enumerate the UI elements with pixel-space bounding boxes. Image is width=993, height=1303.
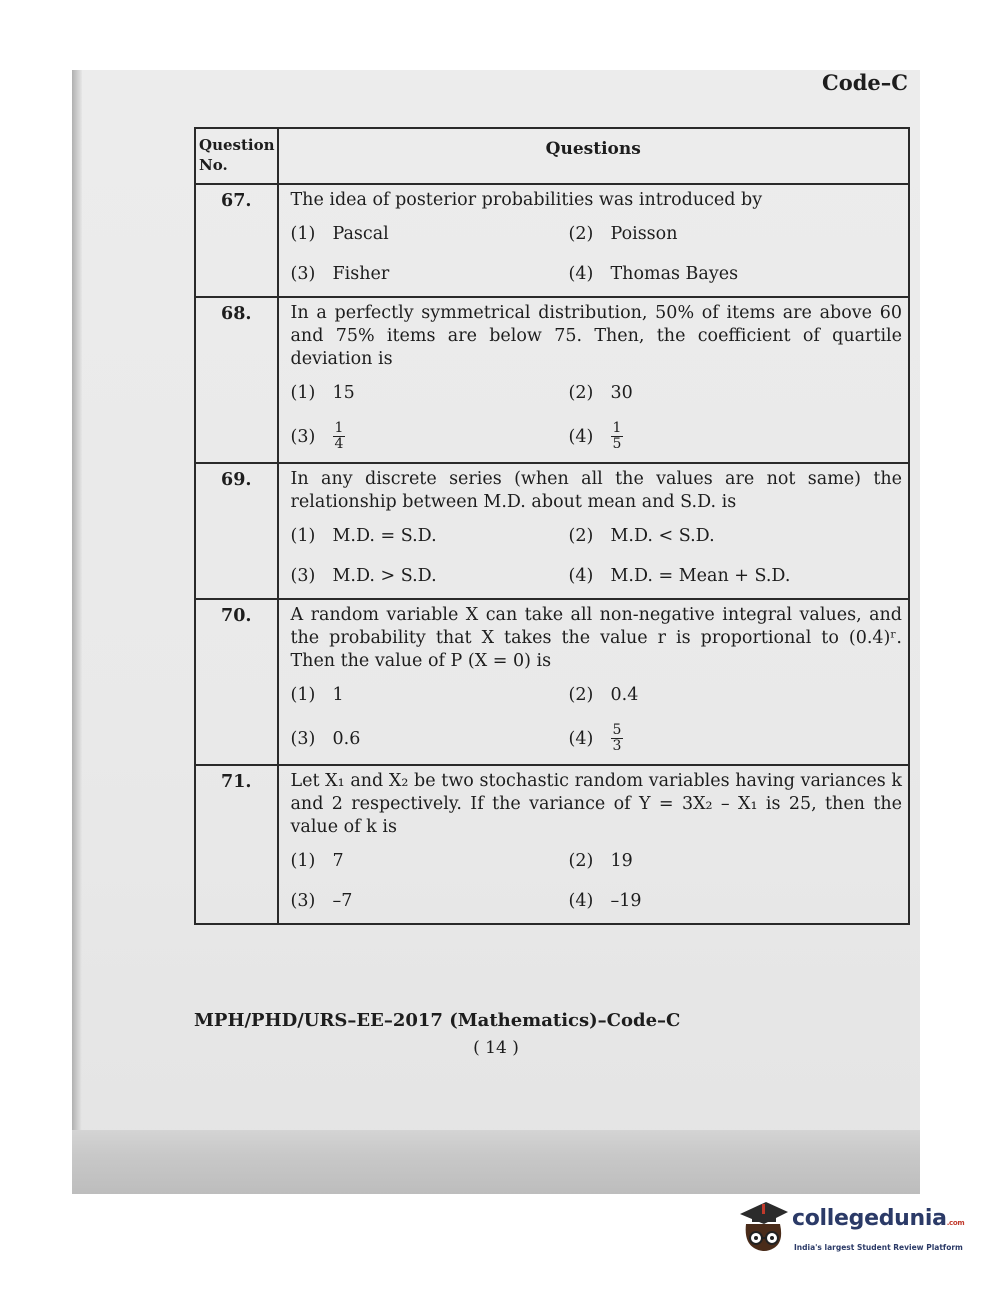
scanned-page — [72, 70, 920, 1194]
page-edge-shadow — [72, 70, 82, 1194]
question-number: 69. — [195, 463, 278, 599]
question-text: Let X₁ and X₂ be two stochastic random variables having variances k and 2 respectively. If the variance of Y = 3X₂ – X₁ is 25, then the value of k is — [290, 771, 902, 837]
fraction-denominator: 4 — [334, 436, 344, 452]
questions-table — [194, 127, 910, 925]
option-number: (4) — [568, 426, 594, 447]
page-number: ( 14 ) — [473, 1038, 519, 1058]
answer-option — [569, 262, 903, 286]
answer-option — [569, 421, 903, 452]
answer-option — [291, 889, 569, 913]
option-value: M.D. > S.D. — [332, 566, 437, 586]
answer-option — [569, 723, 903, 754]
logo-name: collegedunia.com — [792, 1206, 965, 1231]
question-row — [195, 463, 909, 599]
question-number: 70. — [195, 599, 278, 765]
option-number: (2) — [568, 224, 594, 244]
scan-bottom-shadow — [72, 1130, 920, 1194]
option-number: (4) — [568, 891, 594, 911]
answer-option — [569, 381, 903, 405]
mascot-icon — [736, 1198, 792, 1256]
option-value: 30 — [610, 383, 633, 403]
option-number: (2) — [568, 526, 594, 546]
question-cell — [278, 599, 910, 765]
answer-option — [291, 222, 569, 246]
question-row — [195, 297, 909, 463]
option-number: (3) — [290, 426, 316, 447]
option-value: Fisher — [332, 264, 390, 284]
option-value: 0.4 — [610, 685, 639, 705]
fraction-numerator: 5 — [612, 722, 622, 738]
answer-option — [569, 222, 903, 246]
option-fraction — [611, 723, 624, 754]
option-value: M.D. = Mean + S.D. — [610, 566, 791, 586]
option-number: (3) — [290, 566, 316, 586]
option-number: (1) — [290, 383, 316, 403]
answer-option — [569, 889, 903, 913]
option-number: (3) — [290, 891, 316, 911]
option-value: Poisson — [610, 224, 678, 244]
question-number: 68. — [195, 297, 278, 463]
option-fraction — [611, 421, 624, 452]
option-number: (2) — [568, 851, 594, 871]
option-number: (3) — [290, 264, 316, 284]
answer-option — [291, 524, 569, 548]
option-value: 19 — [610, 851, 633, 871]
option-number: (3) — [290, 728, 316, 749]
option-number: (4) — [568, 566, 594, 586]
options-grid — [291, 222, 903, 286]
option-value: 15 — [332, 383, 355, 403]
question-cell — [278, 184, 910, 297]
fraction-numerator: 1 — [612, 420, 622, 436]
options-grid — [291, 381, 903, 452]
logo-suffix: .com — [946, 1219, 965, 1227]
answer-option — [569, 683, 903, 707]
option-number: (4) — [568, 264, 594, 284]
answer-option — [291, 262, 569, 286]
option-value: Thomas Bayes — [610, 264, 739, 284]
option-value: M.D. = S.D. — [332, 526, 437, 546]
answer-option — [569, 849, 903, 873]
fraction-denominator: 3 — [612, 738, 622, 754]
question-text: The idea of posterior probabilities was introduced by — [290, 190, 763, 210]
option-number: (2) — [568, 685, 594, 705]
logo-tagline: India's largest Student Review Platform — [794, 1243, 963, 1252]
table-header-row — [195, 128, 909, 184]
option-number: (2) — [568, 383, 594, 403]
questions-header: Questions — [278, 128, 910, 184]
question-number: 67. — [195, 184, 278, 297]
question-text: A random variable X can take all non-negative integral values, and the probability that X takes the value r is proportional to (0.4)ʳ. Then the value of P (X = 0) is — [290, 605, 902, 671]
answer-option — [291, 421, 569, 452]
fraction-denominator: 5 — [612, 436, 622, 452]
option-number: (1) — [290, 685, 316, 705]
options-grid — [291, 683, 903, 754]
answer-option — [291, 723, 569, 754]
option-number: (4) — [568, 728, 594, 749]
question-cell — [278, 297, 910, 463]
option-value: –7 — [332, 891, 353, 911]
option-value: 7 — [332, 851, 344, 871]
question-cell — [278, 463, 910, 599]
question-row — [195, 599, 909, 765]
option-value: 0.6 — [332, 728, 361, 749]
fraction-numerator: 1 — [334, 420, 344, 436]
answer-option — [291, 683, 569, 707]
question-text: In any discrete series (when all the values are not same) the relationship between M.D. about mean and S.D. is — [290, 469, 902, 512]
answer-option — [291, 849, 569, 873]
answer-option — [291, 564, 569, 588]
option-value: Pascal — [332, 224, 389, 244]
question-cell — [278, 765, 910, 924]
option-value: M.D. < S.D. — [610, 526, 715, 546]
question-text: In a perfectly symmetrical distribution, 50% of items are above 60 and 75% items are below 75. Then, the coefficient of quartile deviation is — [290, 303, 902, 369]
question-row — [195, 765, 909, 924]
option-value: 1 — [332, 685, 344, 705]
option-number: (1) — [290, 224, 316, 244]
option-number: (1) — [290, 851, 316, 871]
collegedunia-logo — [736, 1198, 966, 1258]
question-row — [195, 184, 909, 297]
option-value: –19 — [610, 891, 642, 911]
answer-option — [569, 564, 903, 588]
answer-option — [569, 524, 903, 548]
code-label: Code–C — [822, 70, 908, 95]
answer-option — [291, 381, 569, 405]
question-number: 71. — [195, 765, 278, 924]
option-number: (1) — [290, 526, 316, 546]
options-grid — [291, 524, 903, 588]
footer-exam-code: MPH/PHD/URS–EE–2017 (Mathematics)–Code–C — [194, 1010, 681, 1031]
options-grid — [291, 849, 903, 913]
question-no-header: Question No. — [195, 128, 278, 184]
option-fraction — [333, 421, 346, 452]
